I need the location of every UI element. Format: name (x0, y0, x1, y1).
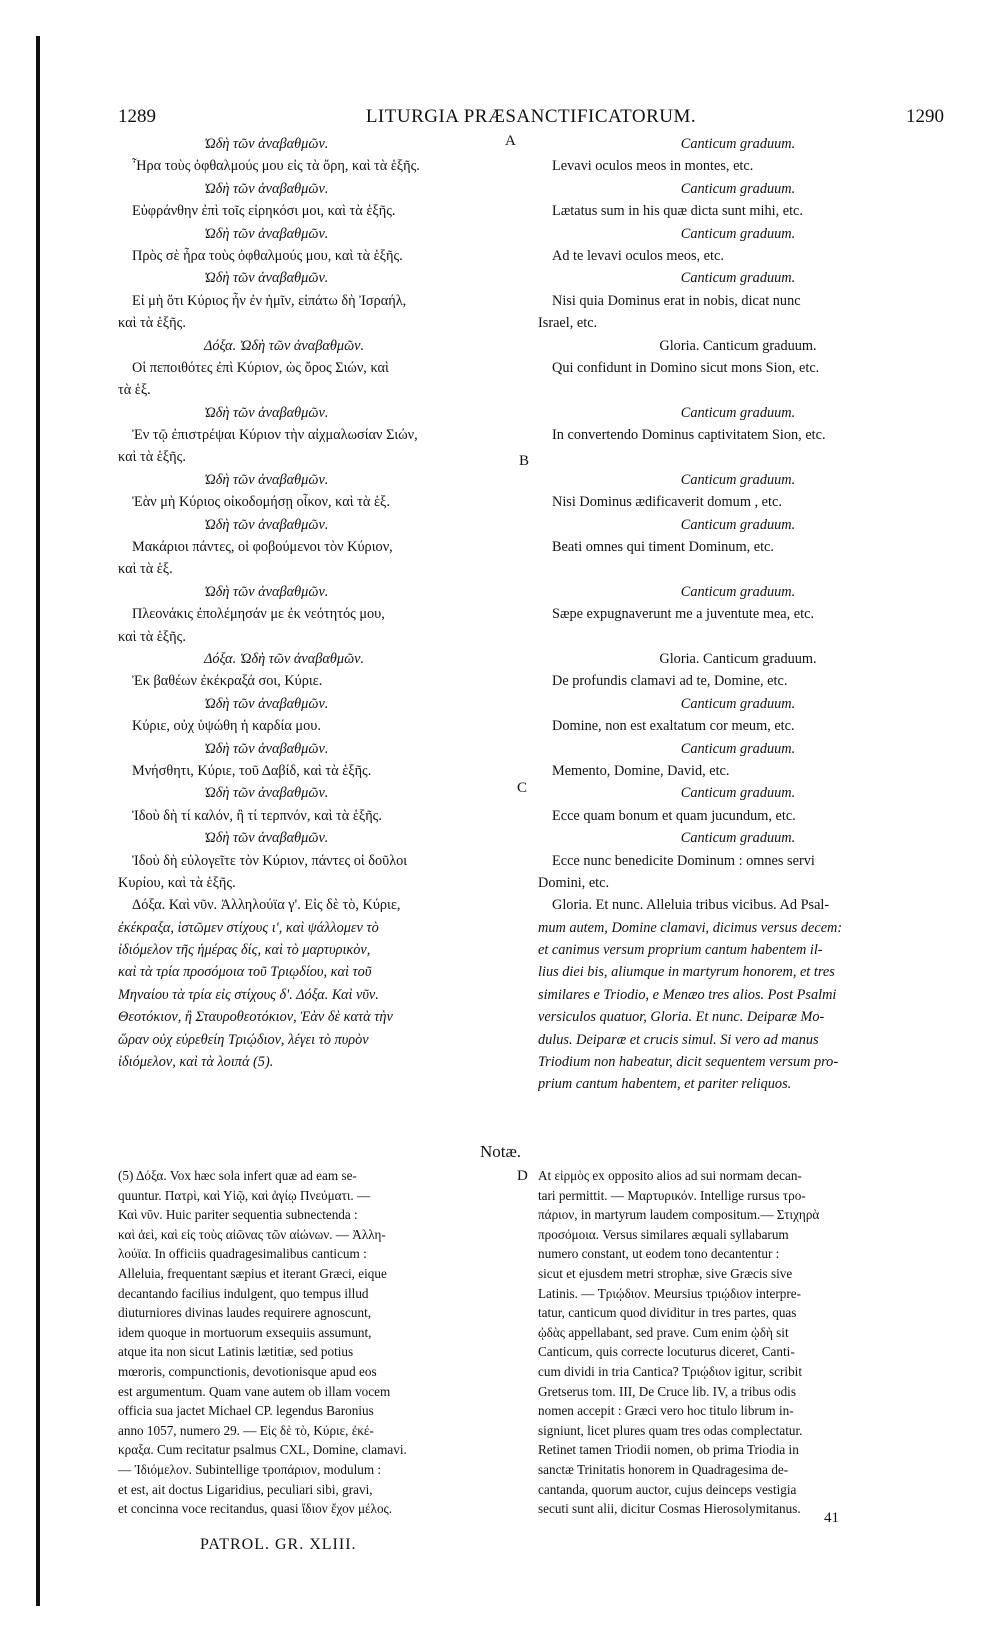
note-line: sicut et ejusdem metri strophæ, sive Græcis sive (538, 1265, 793, 1281)
latin-text-line (538, 558, 938, 580)
latin-text-line: Qui confidunt in Domino sicut mons Sion, etc. (552, 359, 820, 376)
latin-text-line: Israel, etc. (538, 315, 598, 332)
latin-text-line: Nisi Dominus ædificaverit domum , etc. (552, 494, 782, 511)
greek-text-line: Μνήσθητι, Κύριε, τοῦ Δαβίδ, καὶ τὰ ἑξῆς. (132, 762, 372, 779)
greek-text-line: Μακάριοι πάντες, οἱ φοβούμενοι τὸν Κύριον, (132, 539, 393, 556)
note-line: et est, ait doctus Ligaridius, peculiari sibi, gravi, (118, 1481, 373, 1497)
note-line: Alleluia, frequentant sæpius et iterant Græci, eique (118, 1265, 387, 1281)
greek-text-line: Ὠδὴ τῶν ἀναβαθμῶν. (204, 516, 329, 533)
notes-left-column (118, 1166, 522, 1519)
latin-text-line (538, 626, 938, 648)
greek-text-line: Ὠδὴ τῶν ἀναβαθμῶν. (204, 695, 329, 712)
greek-text-line: καὶ τὰ ἑξῆς. (118, 449, 186, 466)
latin-text-line: Canticum graduum. (680, 404, 796, 421)
greek-text-line: ἰδιόμελον τῆς ἡμέρας δίς, καὶ τὸ μαρτυρικὸν, (118, 942, 371, 959)
latin-text-line: Gloria. Canticum graduum. (659, 337, 817, 354)
note-line: anno 1057, numero 29. — Εἰς δὲ τὸ, Κύριε, ἐκέ- (118, 1422, 374, 1438)
note-line: — Ἰδιόμελον. Subintellige τροπάριον, modulum : (118, 1461, 382, 1477)
greek-text-line: Εἰ μὴ ὅτι Κύριος ἦν ἐν ἡμῖν, εἰπάτω δὴ Ἰσραήλ, (132, 292, 407, 309)
greek-text-line: Δόξα. Ὠδὴ τῶν ἀναβαθμῶν. (204, 650, 365, 667)
notes-right-column (538, 1166, 938, 1519)
greek-text-line: Οἱ πεποιθότες ἐπὶ Κύριον, ὡς ὄρος Σιών, καὶ (132, 359, 389, 376)
latin-text-line: mum autem, Domine clamavi, dicimus versus decem: (538, 919, 843, 936)
patrologia-footer: PATROL. GR. XLIII. (200, 1536, 357, 1553)
greek-text-line: Ὠδὴ τῶν ἀναβαθμῶν. (204, 404, 329, 421)
margin-marker-d: D (517, 1168, 528, 1184)
latin-text-line: dulus. Deiparæ et crucis simul. Si vero ad manus (538, 1031, 819, 1048)
note-line: cum dividi in tria Cantica? Τριῴδιον igitur, scribit (538, 1363, 803, 1379)
greek-text-line: Δόξα. Ὠδὴ τῶν ἀναβαθμῶν. (204, 337, 365, 354)
note-line: nomen accepit : Græci vero hoc titulo librum in- (538, 1403, 794, 1419)
note-line: tatur, canticum quod dividitur in tres partes, quas (538, 1305, 797, 1321)
left-border-rule (36, 36, 40, 1606)
latin-text-line: Canticum graduum. (680, 695, 796, 712)
latin-text-line: versiculos quatuor, Gloria. Et nunc. Deiparæ Mo- (538, 1009, 825, 1026)
note-line: Retinet tamen Triodii nomen, ob prima Triodia in (538, 1442, 799, 1458)
greek-text-line: Ὠδὴ τῶν ἀναβαθμῶν. (204, 225, 329, 242)
page-number-right: 1290 (906, 106, 944, 127)
greek-text-line: Πλεονάκις ἐπολέμησάν με ἐκ νεότητός μου, (132, 606, 385, 623)
latin-text-line: prium cantum habentem, et pariter reliquos. (538, 1076, 792, 1093)
latin-text-line: Canticum graduum. (680, 225, 796, 242)
greek-text-line: ὥραν οὐχ εὑρεθείη Τριῴδιον, λέγει τὸ πυρὸν (118, 1031, 369, 1048)
note-line: Canticum, quis correcte locuturus diceret, Canti- (538, 1344, 795, 1360)
latin-text-line: Lætatus sum in his quæ dicta sunt mihi, etc. (552, 203, 803, 220)
greek-text-line: Κυρίου, καὶ τὰ ἑξῆς. (118, 874, 236, 891)
note-line: Καὶ νῦν. Huic pariter sequentia subnectenda : (118, 1207, 358, 1223)
note-line: numero constant, ut eodem tono decantentur : (538, 1246, 780, 1262)
note-line: signiunt, licet plures quam tres odas complectatur. (538, 1422, 803, 1438)
latin-text-line: Beati omnes qui timent Dominum, etc. (552, 539, 774, 556)
note-line: et concinna voce recitandus, quasi ἴδιον ἔχον μέλος. (118, 1501, 393, 1517)
signature-mark: 41 (824, 1510, 839, 1526)
latin-text-line: Sæpe expugnaverunt me a juventute mea, etc. (552, 606, 815, 623)
note-line: προσόμοια. Versus similares æquali syllabarum (538, 1226, 789, 1242)
latin-column (538, 133, 938, 1096)
note-line: est argumentum. Quam vane autem ob illam vocem (118, 1383, 391, 1399)
latin-text-line: similares e Triodio, e Menæo tres alios. Post Psalmi (538, 986, 837, 1003)
latin-text-line: Canticum graduum. (680, 136, 796, 152)
greek-text-line: τὰ ἑξ. (118, 382, 151, 399)
greek-text-line: καὶ τὰ ἑξῆς. (118, 315, 186, 332)
latin-text-line: Canticum graduum. (680, 471, 796, 488)
latin-text-line: Canticum graduum. (680, 785, 796, 802)
note-line: decantando facilius indulgent, quo tempus illud (118, 1285, 369, 1301)
note-line: πάριον, in martyrum laudem compositum.— Στιχηρὰ (538, 1207, 820, 1223)
greek-text-line: Θεοτόκιον, ἢ Σταυροθεοτόκιον, Ἐὰν δὲ κατὰ τὴν (118, 1009, 393, 1026)
page-number-left: 1289 (118, 106, 156, 127)
greek-text-line: Ἰδοὺ δὴ εὐλογεῖτε τὸν Κύριον, πάντες οἱ δοῦλοι (132, 852, 408, 869)
latin-text-line: Canticum graduum. (680, 270, 796, 287)
latin-text-line: Canticum graduum. (680, 583, 796, 600)
latin-text-line: Canticum graduum. (680, 516, 796, 533)
greek-text-line: Κύριε, οὐχ ὑψώθη ἡ καρδία μου. (132, 718, 321, 735)
note-line: tari permittit. — Μαρτυρικόν. Intellige rursus τρο- (538, 1187, 806, 1203)
latin-text-line (538, 446, 938, 468)
latin-text-line: et canimus versum proprium cantum habentem il- (538, 942, 823, 959)
latin-text-line: Canticum graduum. (680, 740, 796, 757)
note-line: atque ita non sicut Latinis lætitiæ, sed potius (118, 1344, 354, 1360)
margin-marker-a: A (505, 133, 516, 149)
greek-text-line: Εὐφράνθην ἐπὶ τοῖς εἰρηκόσι μοι, καὶ τὰ ἑξῆς. (132, 203, 396, 220)
greek-text-line: Δόξα. Καὶ νῦν. Ἀλληλούϊα γ'. Εἰς δὲ τὸ, Κύριε, (132, 897, 401, 914)
latin-text-line: Ecce nunc benedicite Dominum : omnes servi (552, 852, 815, 869)
note-line: καὶ ἀεὶ, καὶ εἰς τοὺς αἰῶνας τῶν αἰώνων. — Ἀλλη- (118, 1226, 386, 1242)
latin-text-line: Triodium non habeatur, dicit sequentem versum pro- (538, 1054, 839, 1071)
latin-text-line: Domini, etc. (538, 874, 610, 891)
note-line: Gretserus tom. III, De Cruce lib. IV, a tribus odis (538, 1383, 796, 1399)
latin-text-line: Levavi oculos meos in montes, etc. (552, 158, 754, 175)
note-line: κραξα. Cum recitatur psalmus CXL, Domine, clamavi. (118, 1442, 407, 1458)
note-line: diuturniores divinas laudes requirere agnoscunt, (118, 1305, 372, 1321)
latin-text-line: Gloria. Et nunc. Alleluia tribus vicibus. Ad Psal- (552, 897, 830, 914)
note-line: At εἰρμὸς ex opposito alios ad sui normam decan- (538, 1168, 802, 1183)
note-line: Latinis. — Τριῴδιον. Meursius τριῴδιον interpre- (538, 1285, 801, 1301)
greek-text-line: Ἦρα τοὺς ὀφθαλμούς μου εἰς τὰ ὄρη, καὶ τὰ ἑξῆς. (132, 158, 420, 175)
note-line: secuti sunt alii, dicitur Cosmas Hierosolymitanus. (538, 1501, 801, 1517)
greek-text-line: Ὠδὴ τῶν ἀναβαθμῶν. (204, 471, 329, 488)
page-header (118, 106, 944, 132)
greek-text-line: καὶ τὰ τρία προσόμοια τοῦ Τριῳδίου, καὶ τοῦ (118, 964, 372, 981)
notes-heading: Notæ. (479, 1142, 522, 1161)
note-line: quuntur. Πατρὶ, καὶ Υἱῷ, καὶ ἁγίῳ Πνεύματι. — (118, 1187, 371, 1203)
greek-text-line: Ὠδὴ τῶν ἀναβαθμῶν. (204, 740, 329, 757)
greek-text-line: Ἐὰν μὴ Κύριος οἰκοδομήσῃ οἶκον, καὶ τὰ ἑξ. (132, 494, 390, 511)
greek-text-line: Ἐκ βαθέων ἐκέκραξά σοι, Κύριε. (132, 673, 323, 690)
latin-text-line: Memento, Domine, David, etc. (552, 762, 730, 779)
latin-text-line: De profundis clamavi ad te, Domine, etc. (552, 673, 788, 690)
greek-text-line: Μηναίου τὰ τρία εἰς στίχους δ'. Δόξα. Καὶ νῦν. (118, 986, 379, 1003)
greek-text-line: ἐκέκραξα, ἱστῶμεν στίχους ι', καὶ ψάλλομεν τὸ (118, 919, 379, 936)
latin-text-line (538, 379, 938, 401)
latin-text-line: Canticum graduum. (680, 830, 796, 847)
latin-text-line: Canticum graduum. (680, 180, 796, 197)
note-line: mœroris, compunctionis, devotionisque apud eos (118, 1363, 377, 1379)
latin-text-line: Gloria. Canticum graduum. (659, 650, 817, 667)
latin-text-line: Domine, non est exaltatum cor meum, etc. (552, 718, 795, 735)
note-line: ᾠδὰς appellabant, sed prave. Cum enim ᾠδὴ sit (538, 1324, 789, 1340)
latin-text-line: Nisi quia Dominus erat in nobis, dicat nunc (552, 292, 801, 309)
note-line: cantanda, quorum auctor, cujus deinceps vestigia (538, 1481, 797, 1497)
greek-text-line: Ὠδὴ τῶν ἀναβαθμῶν. (204, 180, 329, 197)
margin-marker-c: C (517, 780, 528, 796)
greek-text-line: Πρὸς σὲ ἦρα τοὺς ὀφθαλμούς μου, καὶ τὰ ἑξῆς. (132, 247, 403, 264)
greek-text-line: Ὠδὴ τῶν ἀναβαθμῶν. (204, 136, 329, 152)
greek-text-line: Ὠδὴ τῶν ἀναβαθμῶν. (204, 583, 329, 600)
greek-text-line: Ὠδὴ τῶν ἀναβαθμῶν. (204, 785, 329, 802)
note-line: idem quoque in mortuorum exsequiis assumunt, (118, 1324, 372, 1340)
margin-marker-b: B (519, 453, 530, 469)
note-line: (5) Δόξα. Vox hæc sola infert quæ ad eam se- (118, 1168, 357, 1183)
greek-text-line: Ἰδοὺ δὴ τί καλόν, ἢ τί τερπνόν, καὶ τὰ ἑξῆς. (132, 807, 382, 824)
note-line: sanctæ Trinitatis honorem in Quadragesima de- (538, 1461, 789, 1477)
note-line: λούϊα. In officiis quadragesimalibus canticum : (118, 1246, 367, 1262)
greek-text-line: Ὠδὴ τῶν ἀναβαθμῶν. (204, 270, 329, 287)
note-line: officia sua jactet Michael CP. legendus Baronius (118, 1403, 374, 1419)
greek-text-line: Ὠδὴ τῶν ἀναβαθμῶν. (204, 830, 329, 847)
greek-text-line: καὶ τὰ ἑξ. (118, 561, 173, 578)
latin-text-line: Ecce quam bonum et quam jucundum, etc. (552, 807, 796, 824)
latin-text-line: In convertendo Dominus captivitatem Sion, etc. (552, 427, 826, 444)
greek-column (118, 133, 532, 1073)
greek-text-line: καὶ τὰ ἑξῆς. (118, 628, 186, 645)
latin-text-line: Ad te levavi oculos meos, etc. (552, 247, 724, 264)
latin-text-line: lius diei bis, aliumque in martyrum honorem, et tres (538, 964, 835, 981)
running-title: LITURGIA PRÆSANCTIFICATORUM. (365, 106, 697, 127)
greek-text-line: Ἐν τῷ ἐπιστρέψαι Κύριον τὴν αἰχμαλωσίαν Σιών, (132, 427, 418, 444)
greek-text-line: ἰδιόμελον, καὶ τὰ λοιπά (5). (118, 1054, 274, 1071)
